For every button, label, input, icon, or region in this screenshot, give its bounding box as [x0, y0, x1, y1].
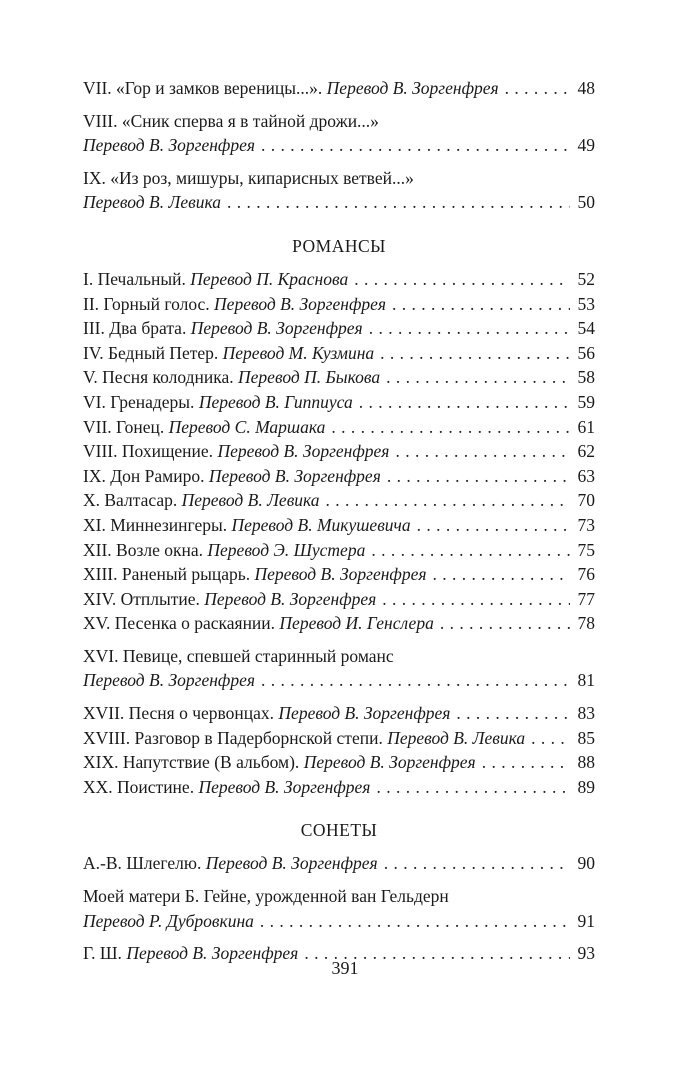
entry-translator: Перевод В. Зоргенфрея	[254, 564, 427, 585]
entry-page: 90	[577, 853, 595, 874]
toc-entry[interactable]	[83, 365, 595, 390]
entry-translator-line	[83, 190, 595, 215]
entry-line	[83, 851, 595, 876]
entry-page: 76	[577, 564, 595, 585]
entry-line	[83, 292, 595, 317]
entry-line	[83, 341, 595, 366]
entry-text	[83, 587, 376, 612]
entry-page: 78	[577, 613, 595, 634]
entry-translator: Перевод В. Зоргенфрея	[83, 135, 255, 156]
entry-line	[83, 538, 595, 563]
entry-page: 83	[577, 703, 595, 724]
entry-translator: Перевод В. Зоргенфрея	[303, 752, 476, 773]
entry-title: IV. Бедный Петер.	[83, 342, 219, 363]
entry-title: IX. Дон Рамиро.	[83, 465, 205, 486]
entry-text	[83, 851, 378, 876]
toc-entry[interactable]	[83, 101, 595, 158]
toc-entry[interactable]	[83, 415, 595, 440]
entry-title: VIII. «Сник сперва я в тайной дрожи...»	[83, 110, 379, 131]
dot-leader	[417, 513, 570, 538]
toc-entry[interactable]	[83, 851, 595, 876]
dot-leader	[260, 909, 570, 934]
entry-title: VI. Гренадеры.	[83, 391, 195, 412]
toc-section	[83, 231, 595, 799]
entry-page: 52	[577, 268, 595, 289]
entry-text	[83, 439, 389, 464]
entry-title: XIV. Отплытие.	[83, 588, 200, 609]
entry-page: 49	[577, 135, 595, 156]
spacer	[83, 933, 595, 941]
entry-page: 54	[577, 318, 595, 339]
spacer	[83, 636, 595, 644]
toc-entry[interactable]	[83, 316, 595, 341]
entry-text	[83, 341, 374, 366]
entry-text	[83, 538, 365, 563]
entry-translator-line	[83, 668, 595, 693]
toc-entry[interactable]	[83, 158, 595, 215]
dot-leader	[380, 341, 570, 366]
entry-title-line	[83, 166, 595, 191]
entry-translator: Перевод В. Гиппиуса	[198, 391, 353, 412]
entry-text	[83, 750, 476, 775]
entry-page: 77	[577, 588, 595, 609]
dot-leader	[331, 415, 570, 440]
entry-translator: Перевод В. Зоргенфрея	[198, 776, 371, 797]
spacer	[83, 693, 595, 701]
toc-entry[interactable]	[83, 587, 595, 612]
entry-title: А.-В. Шлегелю.	[83, 853, 202, 874]
dot-leader	[433, 562, 571, 587]
toc-section	[83, 76, 595, 215]
page-number: 391	[331, 958, 359, 978]
entry-translator: Перевод П. Краснова	[190, 268, 349, 289]
entry-translator: Перевод В. Зоргенфрея	[278, 703, 451, 724]
entry-page: 85	[577, 727, 595, 748]
entry-line	[83, 513, 595, 538]
table-of-contents	[83, 76, 595, 966]
toc-entry[interactable]	[83, 876, 595, 933]
toc-entry[interactable]	[83, 636, 595, 693]
entry-translator: Перевод В. Левика	[181, 490, 320, 511]
entry-translator: Перевод Э. Шустера	[207, 539, 366, 560]
dot-leader	[376, 775, 570, 800]
dot-leader	[261, 668, 570, 693]
entry-line	[83, 365, 595, 390]
entry-translator: Перевод В. Зоргенфрея	[217, 441, 390, 462]
toc-entry[interactable]	[83, 693, 595, 726]
entry-text	[83, 668, 255, 693]
dot-leader	[354, 267, 570, 292]
dot-leader	[392, 292, 570, 317]
section-heading: РОМАНСЫ	[292, 235, 386, 256]
entry-title: XVII. Песня о червонцах.	[83, 703, 275, 724]
entry-page: 93	[577, 943, 595, 964]
entry-translator-line	[83, 909, 595, 934]
entry-translator: Перевод П. Быкова	[238, 367, 381, 388]
entry-title: XIII. Раненый рыцарь.	[83, 564, 251, 585]
entry-text	[83, 726, 525, 751]
entry-text	[83, 316, 363, 341]
entry-page: 75	[577, 539, 595, 560]
entry-title-line	[83, 884, 595, 909]
entry-translator: Перевод В. Зоргенфрея	[205, 853, 378, 874]
entry-translator: Перевод М. Кузмина	[222, 342, 375, 363]
entry-title-line	[83, 109, 595, 134]
dot-leader	[326, 488, 570, 513]
entry-translator: Перевод В. Зоргенфрея	[214, 293, 387, 314]
dot-leader	[369, 316, 570, 341]
entry-page: 48	[577, 78, 595, 98]
entry-text	[83, 415, 325, 440]
entry-translator: Перевод И. Генслера	[279, 613, 434, 634]
entry-line	[83, 464, 595, 489]
dot-leader	[384, 851, 570, 876]
entry-translator: Перевод В. Микушевича	[231, 514, 411, 535]
entry-text	[83, 775, 370, 800]
toc-section	[83, 815, 595, 965]
entry-line	[83, 587, 595, 612]
entry-page: 53	[577, 293, 595, 314]
dot-leader	[382, 587, 570, 612]
entry-line	[83, 701, 595, 726]
entry-title: V. Песня колодника.	[83, 367, 234, 388]
toc-entry[interactable]	[83, 750, 595, 775]
entry-translator: Перевод В. Левика	[387, 727, 526, 748]
entry-line	[83, 390, 595, 415]
toc-entry[interactable]	[83, 538, 595, 563]
spacer	[83, 158, 595, 166]
entry-title: VII. «Гор и замков вереницы...».	[83, 78, 323, 98]
entry-title-line	[83, 644, 595, 669]
toc-entry[interactable]	[83, 611, 595, 636]
entry-page: 61	[577, 416, 595, 437]
entry-title: XV. Песенка о раскаянии.	[83, 613, 276, 634]
entry-text	[83, 701, 450, 726]
dot-leader	[359, 390, 570, 415]
entry-text	[83, 190, 221, 215]
entry-title: XX. Поистине.	[83, 776, 195, 797]
entry-page: 59	[577, 391, 595, 412]
entry-text	[83, 464, 381, 489]
entry-text	[83, 611, 434, 636]
entry-page: 91	[577, 910, 595, 931]
entry-translator-line	[83, 133, 595, 158]
dot-leader	[531, 726, 570, 751]
entry-line	[83, 488, 595, 513]
entry-page: 63	[577, 465, 595, 486]
entry-title: Моей матери Б. Гейне, урожденной ван Гельдерн	[83, 886, 449, 907]
entry-text	[83, 133, 255, 158]
toc-entry[interactable]	[83, 562, 595, 587]
entry-text	[83, 267, 348, 292]
entry-page: 70	[577, 490, 595, 511]
entry-page: 58	[577, 367, 595, 388]
entry-title: I. Печальный.	[83, 268, 186, 289]
toc-entry[interactable]	[83, 488, 595, 513]
entry-text	[83, 390, 353, 415]
spacer	[83, 876, 595, 884]
entry-page: 89	[577, 776, 595, 797]
entry-title: XIX. Напутствие (В альбом).	[83, 752, 300, 773]
entry-title: VIII. Похищение.	[83, 441, 214, 462]
entry-line	[83, 726, 595, 751]
entry-page: 81	[577, 670, 595, 691]
entry-line	[83, 611, 595, 636]
entry-page: 88	[577, 752, 595, 773]
toc-entry[interactable]	[83, 439, 595, 464]
entry-line	[83, 562, 595, 587]
entry-translator: Перевод В. Зоргенфрея	[326, 78, 499, 98]
entry-translator: Перевод В. Зоргенфрея	[208, 465, 381, 486]
entry-title: VII. Гонец.	[83, 416, 165, 437]
entry-line	[83, 750, 595, 775]
entry-page: 73	[577, 514, 595, 535]
dot-leader	[440, 611, 570, 636]
dot-leader	[261, 133, 570, 158]
entry-translator: Перевод В. Левика	[83, 192, 221, 213]
entry-line	[83, 439, 595, 464]
entry-title: IX. «Из роз, мишуры, кипарисных ветвей...»	[83, 167, 414, 188]
entry-title: XVI. Певице, спевшей старинный романс	[83, 645, 394, 666]
section-heading: СОНЕТЫ	[300, 820, 378, 841]
entry-line	[83, 76, 595, 101]
entry-text	[83, 76, 499, 101]
entry-title: XII. Возле окна.	[83, 539, 204, 560]
toc-entry[interactable]	[83, 267, 595, 292]
entry-text	[83, 909, 254, 934]
dot-leader	[395, 439, 570, 464]
entry-translator: Перевод В. Зоргенфрея	[83, 670, 255, 691]
entry-translator: Перевод В. Зоргенфрея	[190, 318, 363, 339]
toc-entry[interactable]	[83, 775, 595, 800]
entry-line	[83, 775, 595, 800]
entry-page: 56	[577, 342, 595, 363]
toc-entry[interactable]	[83, 726, 595, 751]
entry-translator: Перевод В. Зоргенфрея	[126, 943, 299, 964]
toc-entry[interactable]	[83, 513, 595, 538]
toc-entry[interactable]	[83, 292, 595, 317]
dot-leader	[227, 190, 570, 215]
entry-title: Г. Ш.	[83, 943, 122, 964]
entry-line	[83, 267, 595, 292]
spacer	[83, 101, 595, 109]
toc-entry[interactable]	[83, 464, 595, 489]
entry-translator: Перевод Р. Дубровкина	[83, 910, 254, 931]
entry-title: III. Два брата.	[83, 318, 187, 339]
entry-page: 50	[577, 192, 595, 213]
dot-leader	[482, 750, 570, 775]
dot-leader	[371, 538, 570, 563]
toc-entry[interactable]	[83, 76, 595, 101]
entry-text	[83, 292, 386, 317]
entry-text	[83, 365, 380, 390]
dot-leader	[386, 365, 570, 390]
entry-title: XI. Миннезингеры.	[83, 514, 228, 535]
entry-translator: Перевод В. Зоргенфрея	[204, 588, 377, 609]
toc-entry[interactable]	[83, 341, 595, 366]
entry-page: 62	[577, 441, 595, 462]
dot-leader	[505, 76, 570, 101]
toc-entry[interactable]	[83, 390, 595, 415]
entry-line	[83, 415, 595, 440]
entry-text	[83, 513, 411, 538]
entry-title: XVIII. Разговор в Падерборнской степи.	[83, 727, 383, 748]
entry-translator: Перевод С. Маршака	[168, 416, 326, 437]
entry-title: II. Горный голос.	[83, 293, 210, 314]
dot-leader	[387, 464, 570, 489]
entry-text	[83, 562, 427, 587]
dot-leader	[456, 701, 570, 726]
entry-text	[83, 488, 320, 513]
entry-line	[83, 316, 595, 341]
entry-title: X. Валтасар.	[83, 490, 178, 511]
